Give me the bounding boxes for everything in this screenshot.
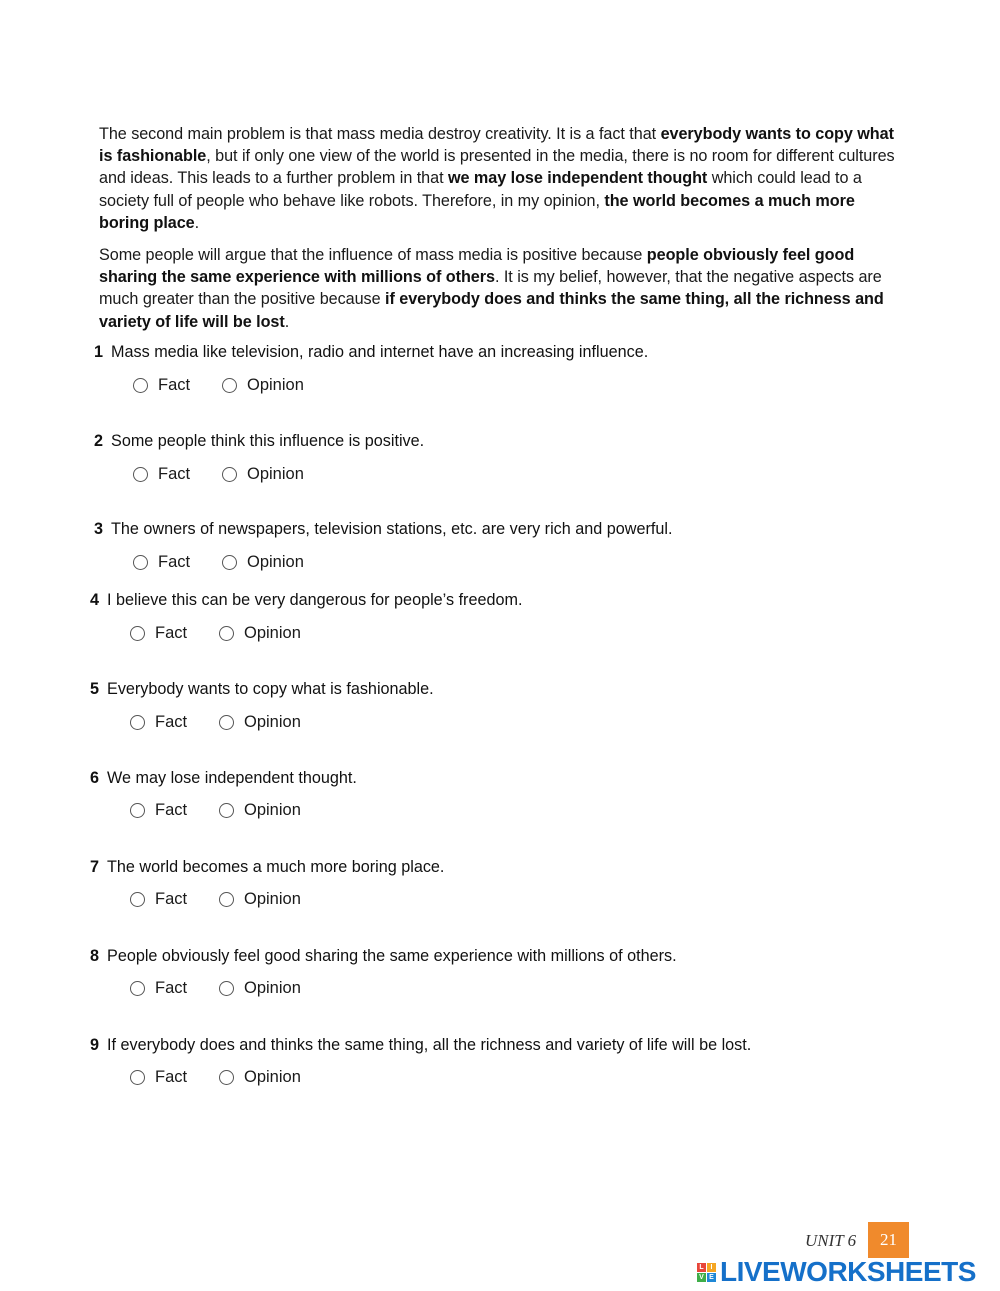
fact-option[interactable] (133, 376, 190, 395)
question-9 (90, 1035, 751, 1055)
fact-label: Fact (155, 801, 188, 819)
question-text: We may lose independent thought. (107, 769, 357, 787)
opinion-option[interactable] (219, 1068, 301, 1087)
unit-label: UNIT 6 (805, 1231, 857, 1250)
radio-button[interactable] (219, 803, 234, 818)
radio-button[interactable] (130, 892, 145, 907)
radio-button[interactable] (219, 892, 234, 907)
question-number: 2 (94, 432, 104, 450)
radio-button[interactable] (219, 626, 234, 641)
bold-phrase: people obviously feel good sharing the same experience with millions of others (99, 246, 855, 287)
bold-phrase: if everybody does and thinks the same thing, all the richness and variety of life will be lost (99, 290, 884, 331)
opinion-label: Opinion (244, 624, 301, 642)
fact-option[interactable] (130, 890, 187, 909)
question-8 (90, 946, 677, 966)
question-text: The owners of newspapers, television stations, etc. are very rich and powerful. (111, 520, 673, 538)
question-5 (90, 679, 434, 699)
question-number: 7 (90, 858, 100, 876)
question-number: 9 (90, 1036, 100, 1054)
logo-tile: E (707, 1273, 716, 1282)
page-number: 21 (880, 1230, 897, 1249)
question-7 (90, 857, 444, 877)
question-number: 1 (94, 343, 104, 361)
opinion-label: Opinion (244, 713, 301, 731)
opinion-label: Opinion (244, 801, 301, 819)
question-number: 8 (90, 947, 100, 965)
question-3 (94, 519, 672, 539)
opinion-option[interactable] (222, 376, 304, 395)
radio-button[interactable] (130, 626, 145, 641)
radio-button[interactable] (222, 378, 237, 393)
question-text: People obviously feel good sharing the same experience with millions of others. (107, 947, 677, 965)
question-text: The world becomes a much more boring place. (107, 858, 445, 876)
opinion-option[interactable] (222, 465, 304, 484)
question-text: Some people think this influence is positive. (111, 432, 425, 450)
fact-option[interactable] (130, 713, 187, 732)
text-run: . (194, 213, 200, 232)
text-run: The second main problem is that mass media destroy creativity. It is a fact that (99, 125, 661, 143)
question-text: Mass media like television, radio and internet have an increasing influence. (111, 343, 649, 361)
text-run: Some people will argue that the influence of mass media is positive because (99, 246, 647, 264)
radio-button[interactable] (130, 715, 145, 730)
radio-button[interactable] (130, 1070, 145, 1085)
logo-text: LIVEWORKSHEETS (720, 1256, 976, 1287)
fact-label: Fact (158, 465, 191, 483)
opinion-label: Opinion (244, 1068, 301, 1086)
logo-tiles-icon (697, 1263, 716, 1282)
bold-phrase: we may lose independent thought (447, 169, 708, 188)
text-run: . (284, 312, 290, 331)
question-4 (90, 590, 522, 610)
logo-tile: L (697, 1263, 706, 1272)
question-text: If everybody does and thinks the same thing, all the richness and variety of life will be lost. (107, 1036, 752, 1054)
radio-button[interactable] (130, 803, 145, 818)
opinion-option[interactable] (219, 801, 301, 820)
question-number: 4 (90, 591, 100, 609)
opinion-label: Opinion (247, 553, 304, 571)
fact-option[interactable] (130, 1068, 187, 1087)
fact-label: Fact (155, 713, 188, 731)
question-text: Everybody wants to copy what is fashionable. (107, 680, 434, 698)
radio-button[interactable] (222, 467, 237, 482)
fact-option[interactable] (133, 553, 190, 572)
opinion-label: Opinion (247, 376, 304, 394)
radio-button[interactable] (133, 467, 148, 482)
question-6 (90, 768, 357, 788)
question-1 (94, 342, 648, 362)
question-text: I believe this can be very dangerous for people’s freedom. (107, 591, 523, 609)
opinion-option[interactable] (219, 890, 301, 909)
logo-tile: I (707, 1263, 716, 1272)
bold-phrase: the world becomes a much more boring place (99, 191, 855, 232)
question-number: 5 (90, 680, 100, 698)
radio-button[interactable] (219, 715, 234, 730)
fact-option[interactable] (133, 465, 190, 484)
text-run: , but if only one view of the world is presented in the media, there is no room for different cultures and ideas. This leads to a further problem in that (99, 147, 895, 188)
paragraph-1 (99, 123, 899, 234)
opinion-label: Opinion (244, 979, 301, 997)
bold-phrase: everybody wants to copy what is fashionable (99, 125, 894, 166)
radio-button[interactable] (222, 555, 237, 570)
question-number: 3 (94, 520, 104, 538)
liveworksheets-logo (697, 1257, 976, 1287)
opinion-label: Opinion (244, 890, 301, 908)
radio-button[interactable] (133, 378, 148, 393)
opinion-option[interactable] (219, 713, 301, 732)
fact-label: Fact (155, 979, 188, 997)
paragraph-2 (99, 244, 899, 333)
text-run: . It is my belief, however, that the negative aspects are much greater than the positive because (99, 268, 882, 309)
fact-label: Fact (155, 1068, 188, 1086)
fact-option[interactable] (130, 979, 187, 998)
page-number-badge (868, 1222, 909, 1258)
radio-button[interactable] (219, 981, 234, 996)
radio-button[interactable] (130, 981, 145, 996)
text-run: which could lead to a society full of people who behave like robots. Therefore, in my opinion, (99, 169, 862, 210)
opinion-label: Opinion (247, 465, 304, 483)
radio-button[interactable] (219, 1070, 234, 1085)
fact-label: Fact (155, 624, 188, 642)
question-2 (94, 431, 424, 451)
fact-label: Fact (158, 376, 191, 394)
radio-button[interactable] (133, 555, 148, 570)
opinion-option[interactable] (219, 979, 301, 998)
fact-option[interactable] (130, 624, 187, 643)
fact-label: Fact (158, 553, 191, 571)
question-number: 6 (90, 769, 100, 787)
fact-option[interactable] (130, 801, 187, 820)
logo-tile: V (697, 1273, 706, 1282)
opinion-option[interactable] (219, 624, 301, 643)
fact-label: Fact (155, 890, 188, 908)
opinion-option[interactable] (222, 553, 304, 572)
